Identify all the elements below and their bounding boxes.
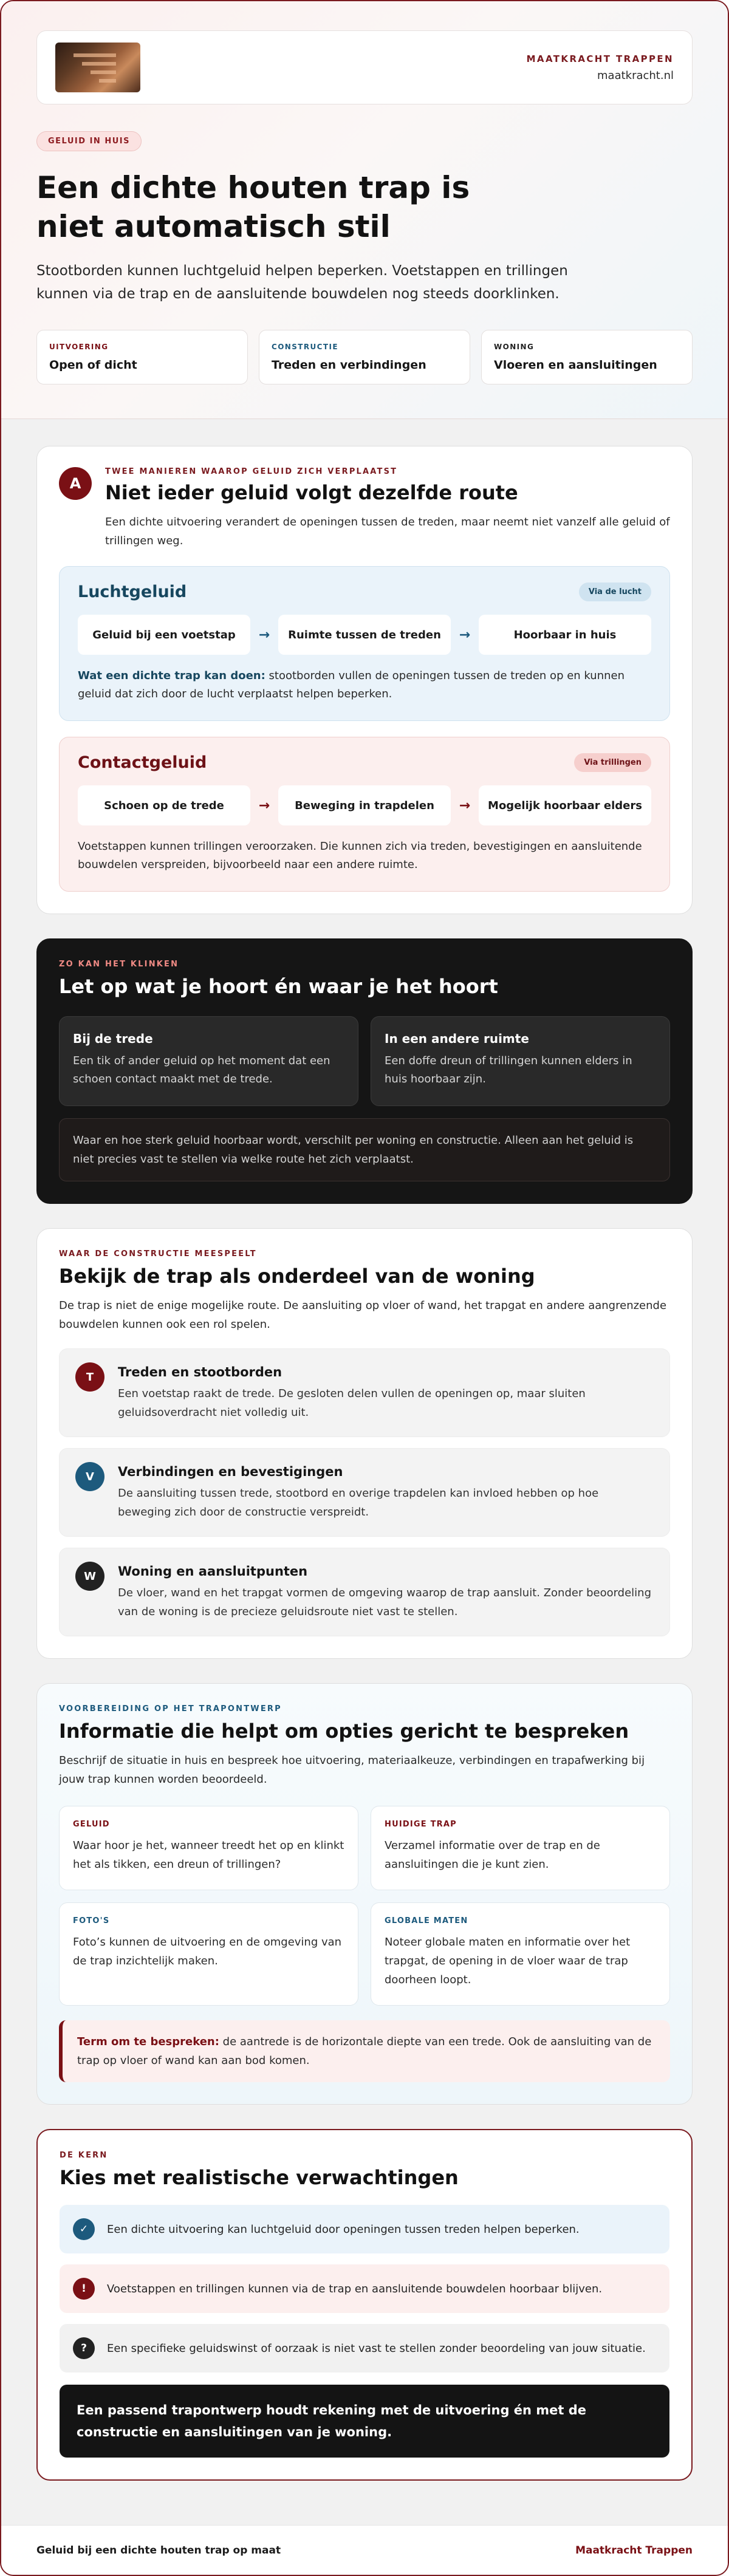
section-eyebrow: WAAR DE CONSTRUCTIE MEESPEELT: [59, 1249, 257, 1259]
brand-block: [527, 53, 674, 82]
route-note-text: stootborden vullen de openingen tussen de treden op en kunnen geluid dat zich door de lucht verplaatst helpen beperken.: [78, 669, 625, 700]
listen-note: Waar en hoe sterk geluid hoorbaar wordt, verschilt per woning en constructie. Alleen aan het geluid is niet precies vast te stellen via welke route het zich verplaatst.: [59, 1118, 670, 1181]
item-title: Verbindingen en bevestigingen: [118, 1464, 343, 1479]
topic-pill: GELUID IN HUIS: [36, 131, 142, 151]
item-badge: T: [75, 1362, 104, 1392]
term-text: de aantrede is de horizontale diepte van een trede. Ook de aansluiting van de trap op vloer of wand kan aan bod komen.: [77, 2035, 652, 2067]
hero-cards: [36, 330, 693, 384]
section-badge: A: [59, 467, 92, 500]
core-check-item: [60, 2205, 669, 2253]
term-callout: [59, 2020, 670, 2082]
logo-image[interactable]: [55, 43, 140, 92]
prep-card-kicker: GLOBALE MATEN: [385, 1916, 468, 1925]
arrow-right-icon: →: [258, 627, 270, 643]
prep-card: [371, 1806, 670, 1890]
hero-card-kicker: WONING: [494, 343, 535, 351]
route-step: Schoen op de trede: [78, 785, 250, 825]
route-note-label: Wat een dichte trap kan doen:: [78, 669, 265, 682]
site-header: [36, 30, 693, 104]
hero-card-value: Open of dicht: [49, 358, 137, 372]
core-conclusion: Een passend trapontwerp houdt rekening met de uitvoering én met de constructie en aansluitingen van je woning.: [60, 2385, 669, 2458]
route-title: Luchtgeluid: [78, 583, 187, 601]
item-badge: W: [75, 1562, 104, 1591]
hero-card: [36, 330, 248, 384]
question-icon: ?: [73, 2337, 95, 2359]
route-tag: Via trillingen: [574, 753, 651, 772]
item-title: Woning en aansluitpunten: [118, 1564, 308, 1579]
prep-card: [371, 1902, 670, 2006]
section-text: Beschrijf de situatie in huis en bespreek hoe uitvoering, materiaalkeuze, verbindingen en trapafwerking bij jouw trap kunnen worden beoordeeld.: [59, 1754, 645, 1786]
contact-route: [59, 737, 670, 892]
preparation-section: [36, 1683, 693, 2105]
prep-card-text: Foto’s kunnen de uitvoering en de omgeving van de trap inzichtelijk maken.: [73, 1936, 342, 1967]
prep-card: [59, 1806, 358, 1890]
route-step: Ruimte tussen de treden: [278, 615, 451, 655]
section-eyebrow: TWEE MANIEREN WAAROP GELUID ZICH VERPLAATST: [105, 467, 398, 476]
hero-section: [1, 1, 728, 419]
listen-card: [371, 1016, 670, 1106]
hero-card-kicker: UITVOERING: [49, 343, 109, 351]
prep-card-kicker: HUIDIGE TRAP: [385, 1820, 457, 1829]
check-text: Voetstappen en trillingen kunnen via de trap en aansluitende bouwdelen hoorbaar blijven.: [107, 2282, 603, 2295]
footer-brand[interactable]: Maatkracht Trappen: [575, 2544, 693, 2557]
brand-name: MAATKRACHT TRAPPEN: [526, 53, 674, 64]
hero-card-kicker: CONSTRUCTIE: [272, 343, 338, 351]
item-text: De vloer, wand en het trapgat vormen de omgeving waarop de trap aansluit. Zonder beoordeling van de woning is de precieze geluidsroute niet vast te stellen.: [118, 1587, 652, 1618]
site-footer: [1, 2525, 728, 2575]
airborne-route: [59, 566, 670, 721]
construction-item: [59, 1448, 670, 1537]
route-flow: [78, 615, 651, 655]
section-title: Kies met realistische verwachtingen: [60, 2166, 459, 2189]
route-flow: [78, 785, 651, 825]
construction-item: [59, 1348, 670, 1437]
listen-card-title: Bij de trede: [73, 1031, 153, 1046]
route-title: Contactgeluid: [78, 753, 207, 772]
prep-card-text: Waar hoor je het, wanneer treedt het op en klinkt het als tikken, een dreun of trillingen?: [73, 1839, 344, 1871]
item-text: De aansluiting tussen trede, stootbord en overige trapdelen kan invloed hebben op hoe beweging zich door de constructie verspreidt.: [118, 1487, 599, 1519]
content: [1, 419, 728, 2481]
section-eyebrow: DE KERN: [60, 2151, 108, 2160]
route-step: Geluid bij een voetstap: [78, 615, 250, 655]
listen-card: [59, 1016, 358, 1106]
route-step: Beweging in trapdelen: [278, 785, 451, 825]
prep-card-text: Verzamel informatie over de trap en de aansluitingen die je kunt zien.: [385, 1839, 600, 1871]
section-text: De trap is niet de enige mogelijke route. De aansluiting op vloer of wand, het trapgat en andere aangrenzende bouwdelen kunnen ook een rol spelen.: [59, 1299, 667, 1331]
prep-card-text: Noteer globale maten en informatie over het trapgat, de opening in de vloer waar de trap doorheen loopt.: [385, 1936, 631, 1986]
construction-section: [36, 1228, 693, 1659]
arrow-right-icon: →: [258, 798, 270, 813]
check-text: Een dichte uitvoering kan luchtgeluid door openingen tussen treden helpen beperken.: [107, 2222, 580, 2236]
lead-text: Stootborden kunnen luchtgeluid helpen beperken. Voetstappen en trillingen kunnen via de trap en de aansluitende bouwdelen nog steeds doorklinken.: [36, 263, 568, 302]
item-text: Een voetstap raakt de trede. De gesloten delen vullen de openingen op, maar sluiten geluidsoverdracht niet volledig uit.: [118, 1387, 586, 1419]
hero-card-value: Treden en verbindingen: [272, 358, 426, 372]
route-step: Hoorbaar in huis: [479, 615, 651, 655]
item-badge: V: [75, 1462, 104, 1491]
brand-url[interactable]: maatkracht.nl: [597, 69, 674, 82]
exclamation-icon: !: [73, 2278, 95, 2300]
section-eyebrow: VOORBEREIDING OP HET TRAPONTWERP: [59, 1704, 282, 1713]
item-title: Treden en stootborden: [118, 1365, 282, 1379]
section-title: Informatie die helpt om opties gericht te bespreken: [59, 1720, 629, 1743]
section-title: Niet ieder geluid volgt dezelfde route: [105, 481, 518, 504]
section-eyebrow: ZO KAN HET KLINKEN: [59, 960, 179, 969]
term-label: Term om te bespreken:: [77, 2035, 219, 2048]
core-check-item: [60, 2324, 669, 2373]
listen-card-title: In een andere ruimte: [385, 1031, 529, 1046]
check-icon: ✓: [73, 2218, 95, 2240]
listen-card-text: Een tik of ander geluid op het moment dat een schoen contact maakt met de trede.: [73, 1054, 330, 1085]
arrow-right-icon: →: [459, 627, 471, 643]
construction-item: [59, 1548, 670, 1636]
listen-section: [36, 938, 693, 1204]
route-note: Voetstappen kunnen trillingen veroorzaken. Die kunnen zich via treden, bevestigingen en aansluitende bouwdelen verspreiden, bijvoorbeeld naar een andere ruimte.: [78, 840, 642, 871]
check-text: Een specifieke geluidswinst of oorzaak is niet vast te stellen zonder beoordeling van jouw situatie.: [107, 2342, 646, 2355]
sound-routes-section: [36, 446, 693, 914]
hero-card: [481, 330, 693, 384]
hero-card: [259, 330, 470, 384]
listen-card-text: Een doffe dreun of trillingen kunnen elders in huis hoorbaar zijn.: [385, 1054, 632, 1085]
core-check-item: [60, 2264, 669, 2313]
prep-card: [59, 1902, 358, 2006]
section-title: Let op wat je hoort én waar je het hoort: [59, 975, 498, 998]
hero-card-value: Vloeren en aansluitingen: [494, 358, 657, 372]
route-note: [78, 667, 651, 703]
section-title: Bekijk de trap als onderdeel van de woning: [59, 1265, 535, 1288]
section-text: Een dichte uitvoering verandert de openingen tussen de treden, maar neemt niet vanzelf alle geluid of trillingen weg.: [105, 516, 670, 547]
arrow-right-icon: →: [459, 798, 471, 813]
page-title: Een dichte houten trap is niet automatisch stil: [36, 170, 470, 244]
prep-card-kicker: FOTO'S: [73, 1916, 110, 1925]
route-step: Mogelijk hoorbaar elders: [479, 785, 651, 825]
footer-title: Geluid bij een dichte houten trap op maat: [36, 2544, 281, 2557]
core-section: [36, 2129, 693, 2481]
prep-card-kicker: GELUID: [73, 1820, 110, 1829]
route-tag: Via de lucht: [579, 583, 651, 601]
